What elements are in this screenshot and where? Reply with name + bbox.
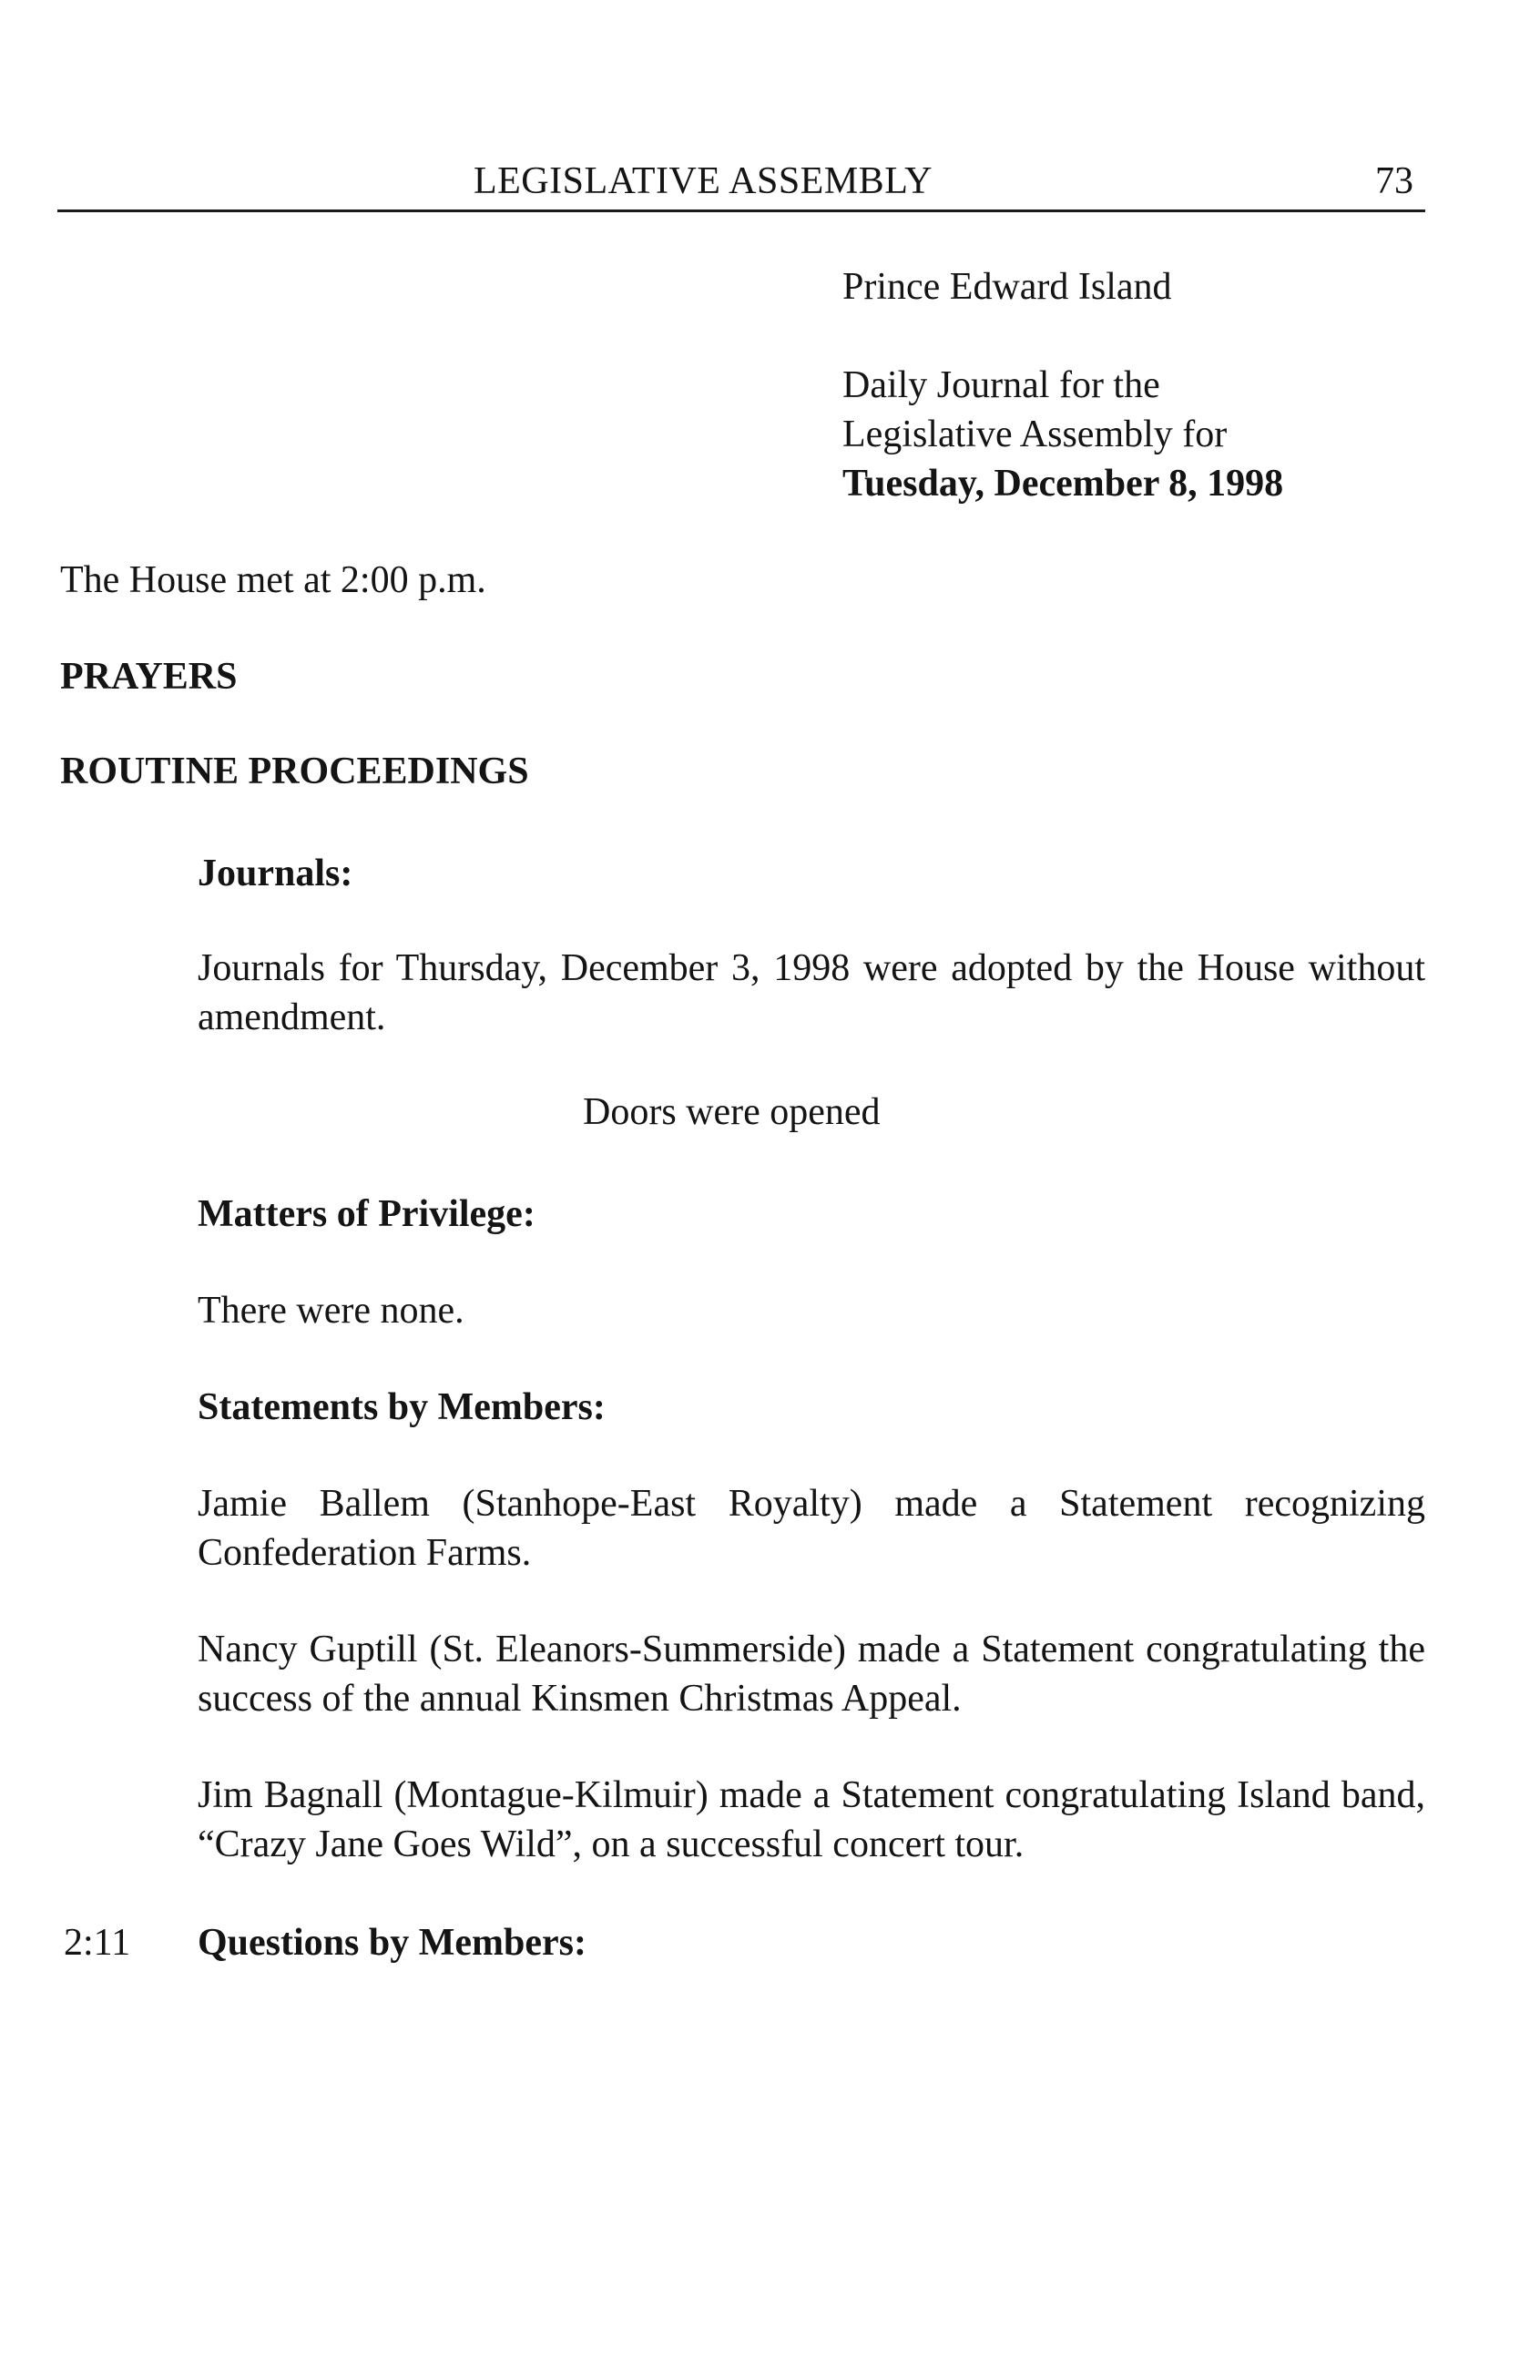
questions-heading: Questions by Members: bbox=[198, 1922, 586, 1964]
statements-heading: Statements by Members: bbox=[198, 1386, 606, 1428]
prayers-heading: PRAYERS bbox=[60, 656, 238, 698]
journal-line-1: Daily Journal for the bbox=[842, 364, 1160, 406]
page-number: 73 bbox=[1375, 160, 1413, 202]
house-met-line: The House met at 2:00 p.m. bbox=[60, 559, 486, 601]
privilege-heading: Matters of Privilege: bbox=[198, 1193, 535, 1235]
statement-item: Nancy Guptill (St. Eleanors-Summerside) made a Statement congratulating the success of the annual Kinsmen Christmas Appeal. bbox=[198, 1629, 1425, 1720]
statement-item: Jamie Ballem (Stanhope-East Royalty) made a Statement recognizing Confederation Farms. bbox=[198, 1483, 1425, 1574]
province-name: Prince Edward Island bbox=[842, 266, 1172, 308]
questions-time: 2:11 bbox=[64, 1922, 131, 1964]
doors-opened-line: Doors were opened bbox=[583, 1091, 881, 1133]
header-rule bbox=[57, 209, 1425, 212]
journal-line-2: Legislative Assembly for bbox=[842, 414, 1228, 455]
running-head: LEGISLATIVE ASSEMBLY bbox=[474, 160, 933, 202]
privilege-text: There were none. bbox=[198, 1290, 464, 1332]
journals-paragraph: Journals for Thursday, December 3, 1998 were adopted by the House without amendment. bbox=[198, 947, 1425, 1038]
routine-proceedings-heading: ROUTINE PROCEEDINGS bbox=[60, 751, 529, 792]
statement-item: Jim Bagnall (Montague-Kilmuir) made a Statement congratulating Island band, “Crazy Jane Goes Wild”, on a successful concert tour. bbox=[198, 1774, 1425, 1865]
journal-date: Tuesday, December 8, 1998 bbox=[842, 463, 1284, 505]
journals-heading: Journals: bbox=[198, 853, 353, 894]
